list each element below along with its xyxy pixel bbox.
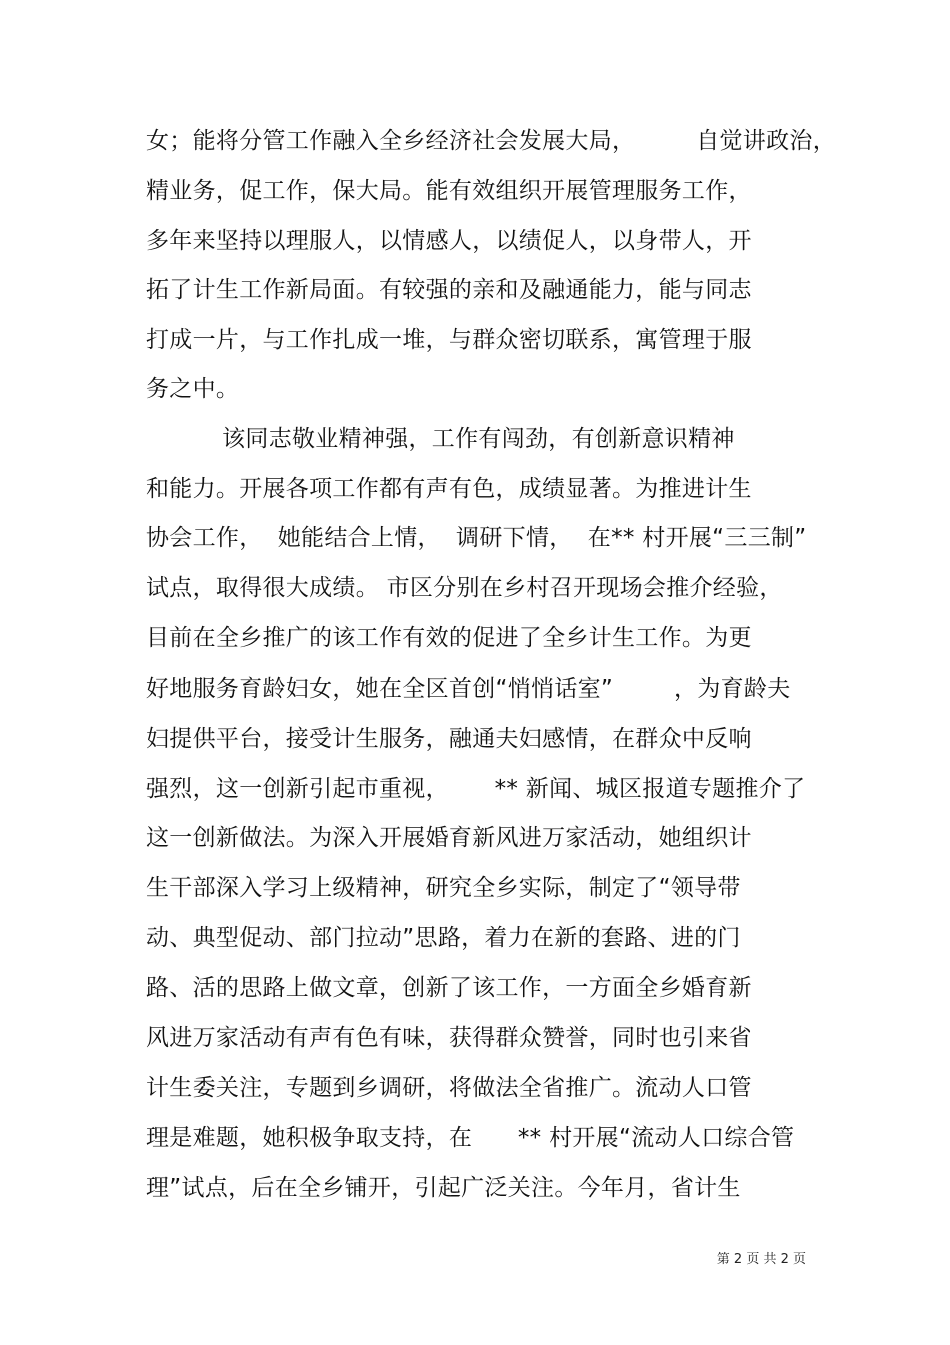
text-line-6: 务之中。 — [146, 376, 240, 402]
text-line-15: 这一创新做法。为深入开展婚育新风进万家活动，她组织计 — [146, 825, 752, 851]
text-line-3: 多年来坚持以理服人，以情感人，以绩促人，以身带人，开 — [146, 228, 752, 254]
text-line-17: 动、典型促动、部门拉动”思路，着力在新的套路、进的门 — [146, 925, 741, 951]
text-line-1: 女；能将分管工作融入全乡经济社会发展大局， 自觉讲政治， — [146, 128, 836, 154]
text-line-16: 生干部深入学习上级精神，研究全乡实际，制定了“领导带 — [146, 875, 741, 901]
text-line-8: 和能力。开展各项工作都有声有色，成绩显著。为推进计生 — [146, 476, 752, 502]
text-line-11: 目前在全乡推广的该工作有效的促进了全乡计生工作。为更 — [146, 625, 752, 651]
text-line-18: 路、活的思路上做文章，创新了该工作，一方面全乡婚育新 — [146, 975, 752, 1001]
text-line-12: 好地服务育龄妇女，她在全区首创“悄悄话室” ，为育龄夫 — [146, 676, 791, 702]
text-line-4: 拓了计生工作新局面。有较强的亲和及融通能力，能与同志 — [146, 277, 752, 303]
text-line-5: 打成一片，与工作扎成一堆，与群众密切联系，寓管理于服 — [146, 327, 752, 353]
text-line-14: 强烈，这一创新引起市重视， ** 新闻、城区报道专题推介了 — [146, 776, 806, 802]
text-line-20: 计生委关注，专题到乡调研，将做法全省推广。流动人口管 — [146, 1075, 752, 1101]
text-line-19: 风进万家活动有声有色有味，获得群众赞誉，同时也引来省 — [146, 1025, 752, 1051]
text-line-10: 试点，取得很大成绩。 市区分别在乡村召开现场会推介经验， — [146, 575, 783, 601]
text-line-13: 妇提供平台，接受计生服务，融通夫妇感情，在群众中反响 — [146, 726, 752, 752]
text-line-22: 理”试点，后在全乡铺开，引起广泛关注。今年月，省计生 — [146, 1175, 741, 1201]
text-line-9: 协会工作， 她能结合上情， 调研下情， 在** 村开展“三三制” — [146, 525, 807, 551]
text-line-21: 理是难题，她积极争取支持，在 ** 村开展“流动人口综合管 — [146, 1125, 795, 1151]
text-line-2: 精业务，促工作，保大局。能有效组织开展管理服务工作， — [146, 178, 752, 204]
text-line-7: 该同志敬业精神强，工作有闯劲，有创新意识精神 — [146, 426, 735, 452]
page-number-footer: 第 2 页 共 2 页 — [716, 1252, 806, 1267]
